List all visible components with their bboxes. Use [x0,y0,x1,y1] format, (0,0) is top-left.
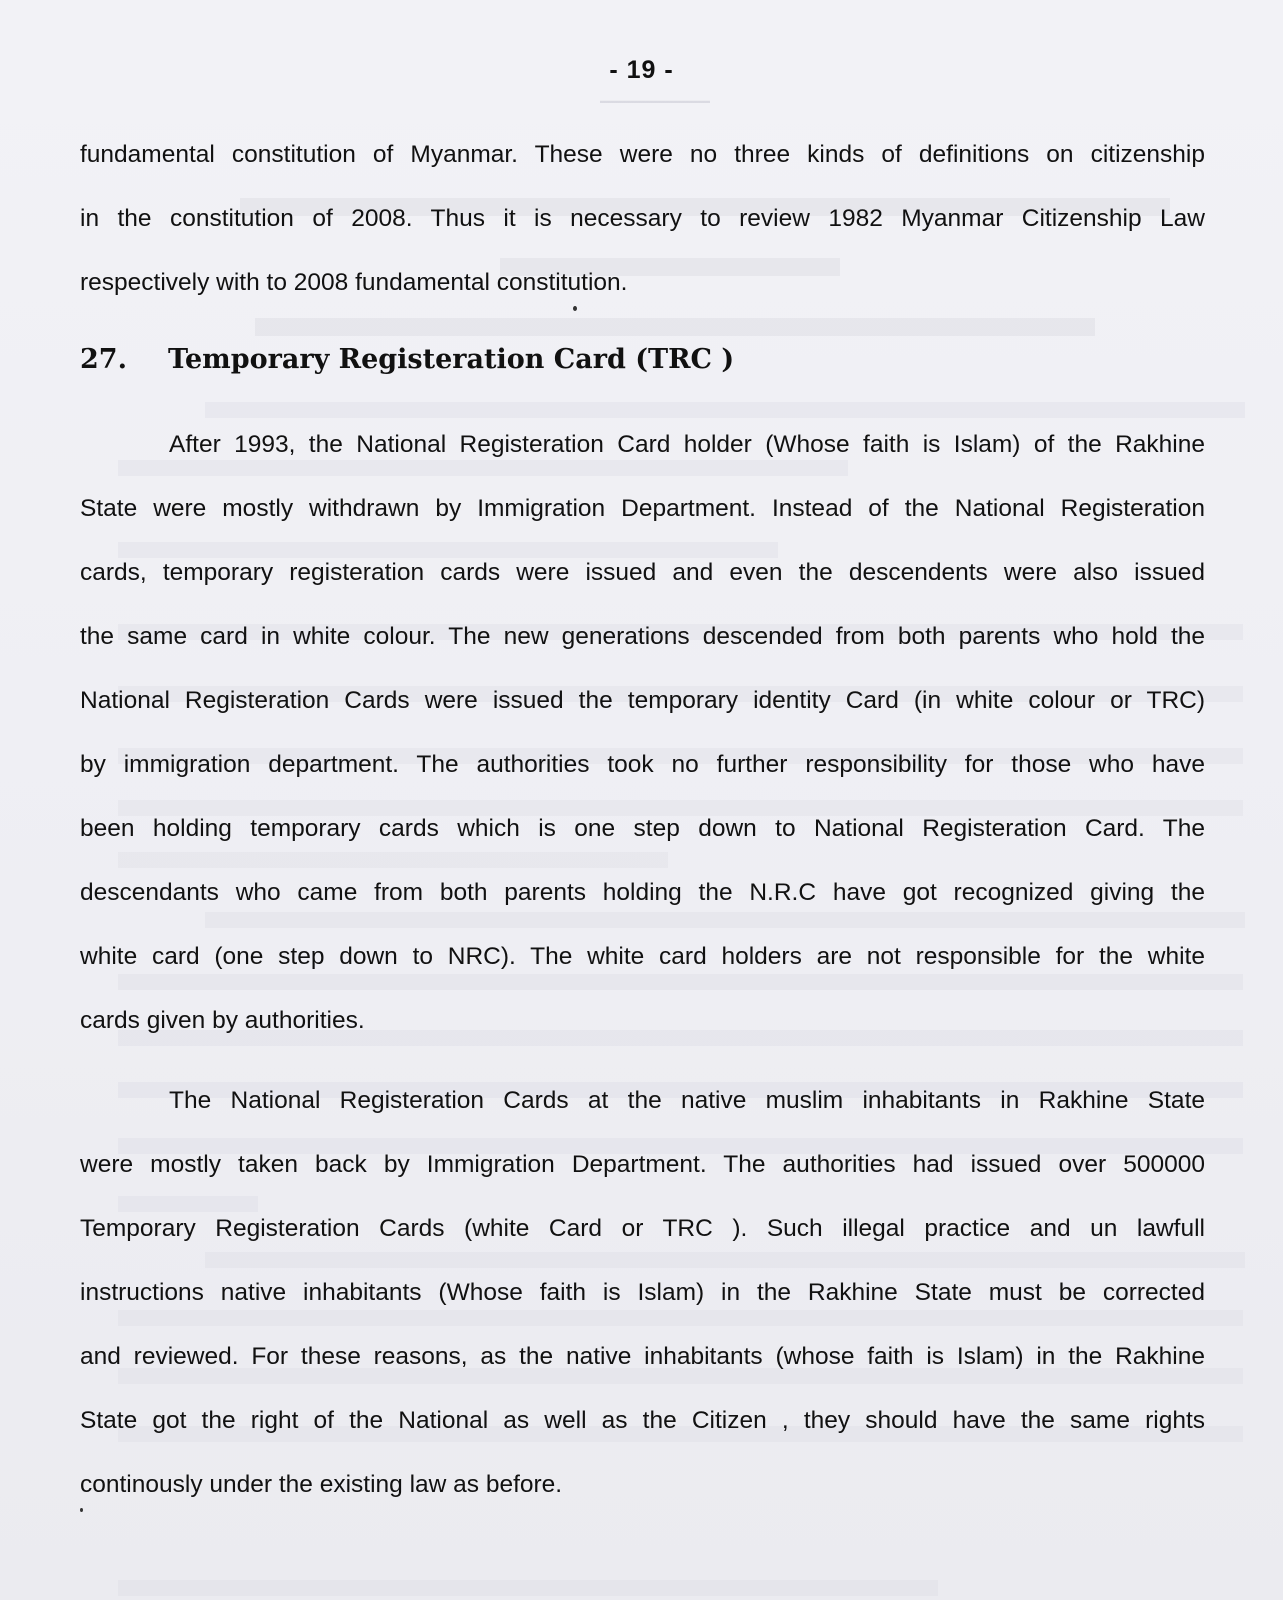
paragraph-line: white card (one step down to NRC). The white card holders are not responsible for the white [80,943,1205,970]
paragraph-line: in the constitution of 2008. Thus it is necessary to review 1982 Myanmar Citizenship Law [80,205,1205,232]
paragraph-line: the same card in white colour. The new generations descended from both parents who hold the [80,623,1205,650]
document-page: ————— - 19 - fundamental constitution of Myanmar. These were no three kinds of definitions on citizenship in the constitution of 2008. Thus it is necessary to review 1982 Myanmar Citizenship Law respectively with to 2008 fundamental constitution. 27. Temporary Registeration Card (TRC ) After 1993, the National Registeration Card holder (Whose faith is Islam) of the Rakhine State were mostly withdrawn by Immigration Department. Instead of the National Registeration cards, temporary registeration cards were issued and even the descendents were also issued the same card in white colour. The new generations descended from both parents who hold the National Registeration Cards were issued the temporary identity Card (in white colour or TRC) by immigration department. The authorities took no further responsibility for those who have been holding temporary cards which is one step down to National Registeration Card. The descendants who came from both parents holding the N.R.C have got recognized giving the white card (one step down to NRC). The white card holders are not responsible for the white cards given by authorities. The National Registeration Cards at the native muslim inhabitants in Rakhine State were mostly taken back by Immigration Department. The authorities had issued over 500000 Temporary Registeration Cards (white Card or TRC ). Such illegal practice and un lawfull instructions native inhabitants (Whose faith is Islam) in the Rakhine State must be corrected and reviewed. For these reasons, as the native inhabitants (whose faith is Islam) in the Rakhine State got the right of the National as well as the Citizen , they should have the same rights continously under the existing law as before. [0,0,1283,1600]
paragraph-line: instructions native inhabitants (Whose faith is Islam) in the Rakhine State must be corrected [80,1279,1205,1306]
paragraph-line: State were mostly withdrawn by Immigration Department. Instead of the National Registeration [80,495,1205,522]
paragraph-line: Temporary Registeration Cards (white Card or TRC ). Such illegal practice and un lawfull [80,1215,1205,1242]
paragraph-line: cards given by authorities. [80,1007,365,1034]
paragraph-line: respectively with to 2008 fundamental constitution. [80,269,628,296]
ink-speck [573,306,577,311]
paragraph-line: and reviewed. For these reasons, as the native inhabitants (whose faith is Islam) in the Rakhine [80,1343,1205,1370]
page-number: - 19 - [609,56,674,84]
paragraph-line: were mostly taken back by Immigration Department. The authorities had issued over 500000 [80,1151,1205,1178]
paragraph-line: National Registeration Cards were issued the temporary identity Card (in white colour or TRC) [80,687,1205,714]
paragraph-line: descendants who came from both parents holding the N.R.C have got recognized giving the [80,879,1205,906]
section-heading [80,344,734,375]
ink-speck [80,1508,83,1512]
section-title: Temporary Registeration Card (TRC ) [168,344,735,375]
section-number: 27. [80,344,127,375]
paragraph-line: fundamental constitution of Myanmar. These were no three kinds of definitions on citizenship [80,141,1205,168]
paragraph-line: by immigration department. The authorities took no further responsibility for those who have [80,751,1205,778]
paragraph-line: The National Registeration Cards at the native muslim inhabitants in Rakhine State [169,1087,1205,1114]
paragraph-line: State got the right of the National as well as the Citizen , they should have the same rights [80,1407,1205,1434]
paragraph-line: continously under the existing law as before. [80,1471,563,1498]
paragraph-line: After 1993, the National Registeration Card holder (Whose faith is Islam) of the Rakhine [169,431,1205,458]
paragraph-line: cards, temporary registeration cards were issued and even the descendents were also issued [80,559,1205,586]
paragraph-line: been holding temporary cards which is one step down to National Registeration Card. The [80,815,1205,842]
